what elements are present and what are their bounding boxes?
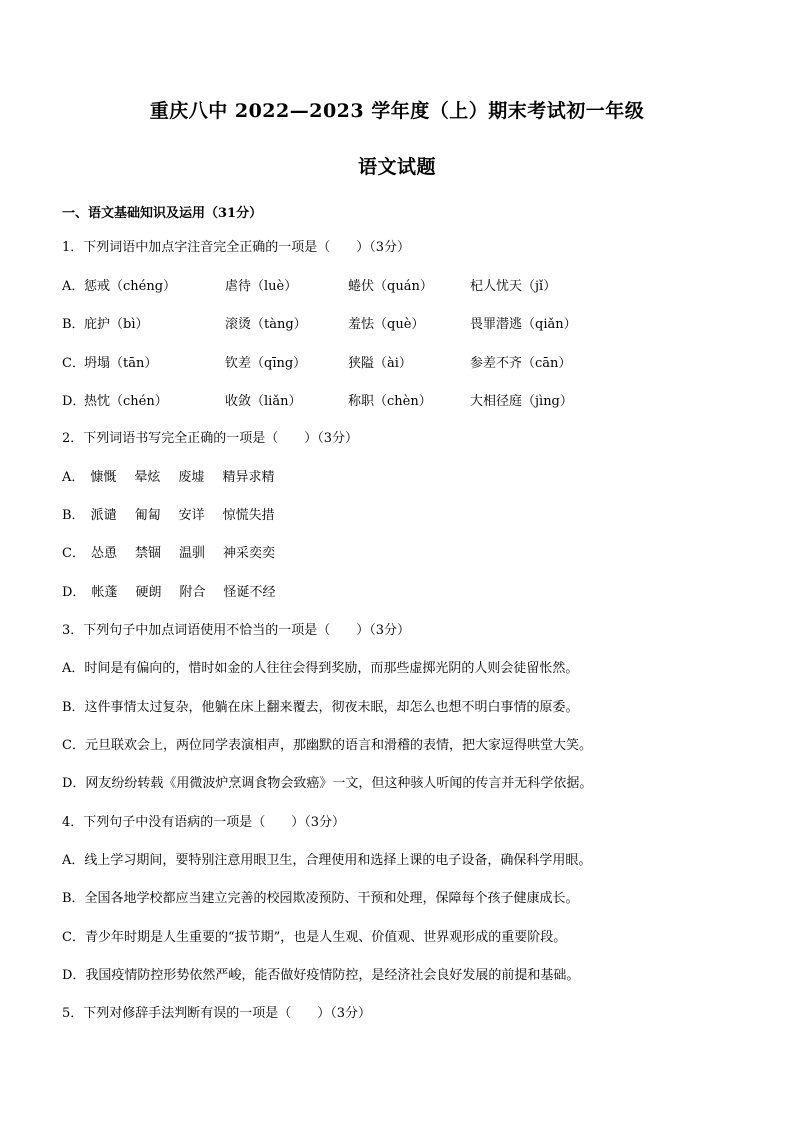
option-item: 坍塌（tān） — [84, 356, 158, 371]
question-4-option-b: B．全国各地学校都应当建立完善的校园欺凌预防、干预和处理，保障每个孩子健康成长。 — [62, 891, 579, 906]
question-1-option-d — [62, 394, 742, 410]
option-item: 禁锢 — [134, 546, 161, 561]
question-4-option-c: C．青少年时期是人生重要的“拔节期”，也是人生观、价值观、世界观形成的重要阶段。 — [62, 930, 567, 945]
option-item: 参差不齐（cān） — [470, 356, 572, 371]
option-item: 庇护（bì） — [84, 317, 149, 332]
section-heading: 一、语文基础知识及运用（31分） — [62, 206, 263, 221]
option-label: D． — [62, 394, 86, 409]
option-label: A． — [62, 470, 85, 485]
question-4-option-a: A．线上学习期间，要特别注意用眼卫生，合理使用和选择上课的电子设备，确保科学用眼。 — [62, 853, 592, 868]
option-item: 帐蓬 — [91, 585, 118, 600]
option-item: 附合 — [179, 585, 206, 600]
option-item: 称职（chèn） — [348, 394, 432, 409]
question-1-stem: 1．下列词语中加点字注音完全正确的一项是（ ）（3分） — [62, 240, 411, 255]
question-2-stem: 2．下列词语书写完全正确的一项是（ ）（3分） — [62, 431, 359, 446]
option-label: B． — [62, 317, 85, 332]
question-1-option-c — [62, 356, 742, 372]
page-title: 重庆八中 2022—2023 学年度（上）期末考试初一年级 — [149, 100, 645, 122]
page-subtitle: 语文试题 — [357, 156, 436, 178]
question-3-option-d: D．网友纷纷转载《用微波炉烹调食物会致癌》一文，但这种骇人听闻的传言并无科学依据。 — [62, 776, 593, 791]
option-item: 安详 — [178, 508, 205, 523]
option-item: 钦差（qīng） — [225, 356, 307, 371]
option-item: 神采奕奕 — [223, 546, 276, 561]
question-2-option-a — [62, 470, 292, 486]
question-5-stem: 5．下列对修辞手法判断有误的一项是（ ）（3分） — [62, 1006, 372, 1021]
option-label: C． — [62, 356, 85, 371]
question-2-option-b — [62, 508, 293, 524]
question-1-option-a — [62, 279, 742, 295]
option-item: 怪诞不经 — [223, 585, 276, 600]
question-3-stem: 3．下列句子中加点词语使用不恰当的一项是（ ）（3分） — [62, 623, 411, 638]
option-item: 狭隘（ài） — [348, 356, 412, 371]
option-item: 精异求精 — [222, 470, 275, 485]
option-item: 羞怯（què） — [348, 317, 425, 332]
question-1-option-b — [62, 317, 742, 333]
option-item: 硬朗 — [135, 585, 162, 600]
question-3-option-b: B．这件事情太过复杂，他躺在床上翻来覆去，彻夜未眠，却怎么也想不明白事情的原委。 — [62, 700, 579, 715]
option-item: 收敛（liǎn） — [225, 394, 302, 409]
option-item: 大相径庭（jìng） — [470, 394, 573, 409]
option-item: 热忱（chén） — [84, 394, 168, 409]
question-2-option-c — [62, 546, 293, 562]
question-3-option-a: A．时间是有偏向的，惜时如金的人往往会得到奖励，而那些虚掷光阴的人则会徒留怅然。 — [62, 661, 579, 676]
option-item: 派谴 — [90, 508, 117, 523]
option-item: 匍匐 — [134, 508, 161, 523]
option-item: 惩戒（chéng） — [84, 279, 177, 294]
option-item: 慷慨 — [90, 470, 117, 485]
option-item: 蜷伏（quán） — [348, 279, 433, 294]
option-label: B． — [62, 508, 85, 523]
question-4-option-d: D．我国疫情防控形势依然严峻，能否做好疫情防控，是经济社会良好发展的前提和基础。 — [62, 968, 580, 983]
option-item: 畏罪潜逃（qiǎn） — [470, 317, 577, 332]
question-2-option-d — [62, 585, 294, 601]
option-item: 虐待（luè） — [225, 279, 298, 294]
option-item: 滚烫（tàng） — [225, 317, 307, 332]
option-item: 惊慌失措 — [222, 508, 275, 523]
question-3-option-c: C．元旦联欢会上，两位同学表演相声，那幽默的语言和滑稽的表情，把大家逗得哄堂大笑。 — [62, 738, 592, 753]
option-label: D． — [62, 585, 86, 600]
option-label: A． — [62, 279, 85, 294]
option-item: 杞人忧天（jǐ） — [470, 279, 557, 294]
option-label: C． — [62, 546, 85, 561]
option-item: 温驯 — [178, 546, 205, 561]
option-item: 怂恿 — [90, 546, 117, 561]
question-4-stem: 4．下列句子中没有语病的一项是（ ）（3分） — [62, 815, 346, 830]
option-item: 废墟 — [178, 470, 205, 485]
option-item: 晕炫 — [134, 470, 161, 485]
